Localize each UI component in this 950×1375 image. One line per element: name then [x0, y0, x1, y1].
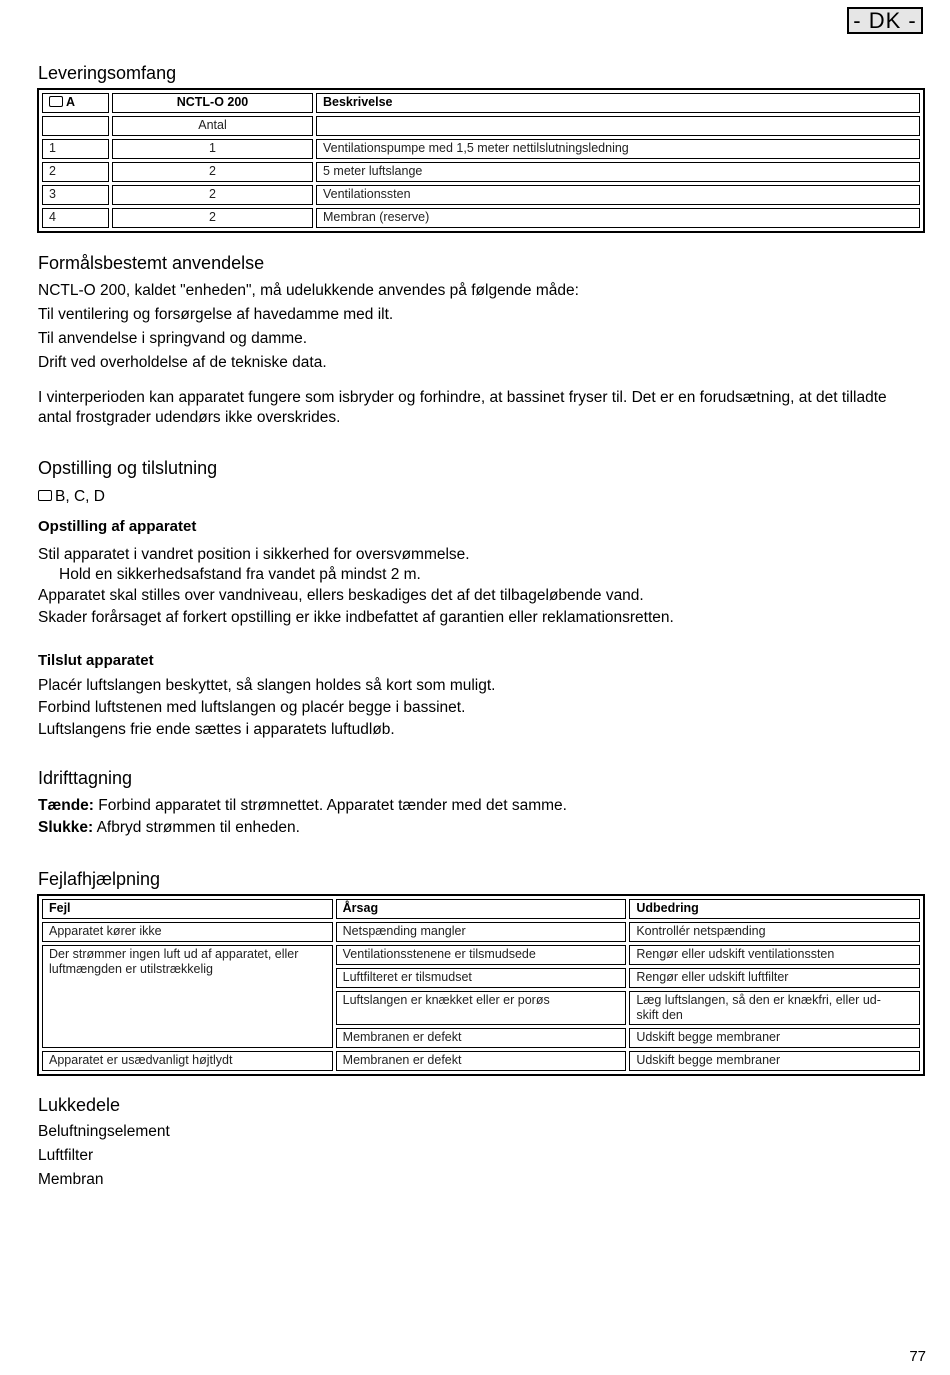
table-row [42, 185, 920, 205]
cell: Ventilationspumpe med 1,5 meter nettilslutningsledning [316, 139, 920, 159]
cell: Apparatet er usædvanligt højtlydt [42, 1051, 333, 1071]
column-header: Fejl [42, 899, 333, 919]
switch-off-label: Slukke: [38, 819, 94, 836]
intended-use-list [38, 281, 918, 373]
list-item: Membran [38, 1171, 104, 1188]
figure-reference [38, 487, 105, 507]
cell: Membranen er defekt [336, 1051, 627, 1071]
cell: 1 [112, 139, 313, 159]
setup-sub-heading: Opstilling af apparatet [38, 518, 197, 535]
table-row [42, 945, 920, 965]
switch-on-text: Forbind apparatet til strømnettet. Apparatet tænder med det samme. [93, 797, 567, 814]
delivery-heading: Leveringsomfang [38, 63, 177, 83]
column-header: Udbedring [629, 899, 920, 919]
language-tag: - DK - [847, 7, 923, 34]
cell: 2 [112, 162, 313, 182]
cell: Udskift begge membraner [629, 1051, 920, 1071]
cell: Netspænding mangler [336, 922, 627, 942]
cell: 5 meter luftslange [316, 162, 920, 182]
cell: Læg luftslangen, så den er knækfri, eller ud-skift den [629, 991, 920, 1025]
cell: Ventilationssten [316, 185, 920, 205]
table-row [42, 899, 920, 919]
list-item: Beluftningselement [38, 1123, 170, 1140]
cell: 3 [42, 185, 109, 205]
table-row [42, 162, 920, 182]
list-item: Luftfilter [38, 1147, 94, 1164]
cell: Kontrollér netspænding [629, 922, 920, 942]
cell: Luftfilteret er tilsmudset [336, 968, 627, 988]
figure-reference-text: B, C, D [55, 488, 105, 505]
cell: Der strømmer ingen luft ud af apparatet, eller luftmængden er utilstrækkelig [42, 945, 333, 1048]
cell: Udskift begge membraner [629, 1028, 920, 1048]
table-row [42, 1051, 920, 1071]
paragraph: Hold en sikkerhedsafstand fra vandet på mindst 2 m. [59, 566, 421, 583]
paragraph: Luftslangens frie ende sættes i apparatets luftudløb. [38, 721, 395, 738]
table-row [42, 139, 920, 159]
paragraph: NCTL-O 200, kaldet "enheden", må udelukkende anvendes på følgende måde: [38, 282, 579, 299]
paragraph: Stil apparatet i vandret position i sikkerhed for oversvømmelse. [38, 546, 470, 563]
table-row [42, 93, 920, 113]
cell: Rengør eller udskift luftfilter [629, 968, 920, 988]
switch-on-paragraph [38, 796, 918, 816]
column-header: A [66, 95, 76, 109]
column-header: Årsag [336, 899, 627, 919]
cell: Membranen er defekt [336, 1028, 627, 1048]
wear-parts-list [38, 1122, 170, 1190]
troubleshooting-table [37, 894, 925, 1076]
cell: 4 [42, 208, 109, 228]
paragraph: Forbind luftstenen med luftslangen og placér begge i bassinet. [38, 699, 466, 716]
column-header: NCTL-O 200 [112, 93, 313, 113]
cell: Ventilationsstenene er tilsmudsede [336, 945, 627, 965]
delivery-table [37, 88, 925, 233]
intended-use-heading: Formålsbestemt anvendelse [38, 253, 265, 273]
cell: 2 [112, 185, 313, 205]
operation-heading: Idrifttagning [38, 768, 133, 788]
switch-off-paragraph [38, 818, 918, 838]
cell: Luftslangen er knækket eller er porøs [336, 991, 627, 1025]
sub-header: Antal [112, 116, 313, 136]
cell: Membran (reserve) [316, 208, 920, 228]
cell: Rengør eller udskift ventilationssten [629, 945, 920, 965]
paragraph: Apparatet skal stilles over vandniveau, ellers beskadiges det af det tilbageløbende vand. [38, 587, 644, 604]
troubleshooting-heading: Fejlafhjælpning [38, 869, 161, 889]
connect-sub-heading: Tilslut apparatet [38, 652, 154, 669]
table-row [42, 208, 920, 228]
wear-parts-heading: Lukkedele [38, 1095, 121, 1115]
operation-text [38, 796, 918, 838]
setup-instructions [38, 545, 918, 628]
switch-on-label: Tænde: [38, 797, 94, 814]
table-row [42, 116, 920, 136]
paragraph: Skader forårsaget af forkert opstilling er ikke indbefattet af garantien eller reklamationsretten. [38, 609, 674, 626]
cell: 2 [42, 162, 109, 182]
cell: Apparatet kører ikke [42, 922, 333, 942]
cell: 1 [42, 139, 109, 159]
setup-heading: Opstilling og tilslutning [38, 458, 218, 478]
figure-box-icon [38, 490, 52, 501]
cell: 2 [112, 208, 313, 228]
switch-off-text: Afbryd strømmen til enheden. [93, 819, 300, 836]
connect-instructions [38, 676, 918, 740]
winter-paragraph: I vinterperioden kan apparatet fungere som isbryder og forhindre, at bassinet fryser til. Det er en forudsætning, at det tilladte antal frostgrader udendørs ikke overskrides. [38, 389, 887, 426]
paragraph: Til ventilering og forsørgelse af havedamme med ilt. [38, 306, 394, 323]
paragraph: Drift ved overholdelse af de tekniske data. [38, 354, 327, 371]
page-number: 77 [909, 1348, 926, 1365]
paragraph: Placér luftslangen beskyttet, så slangen holdes så kort som muligt. [38, 677, 496, 694]
paragraph: Til anvendelse i springvand og damme. [38, 330, 308, 347]
column-header: Beskrivelse [316, 93, 920, 113]
figure-box-icon [49, 96, 63, 107]
table-row [42, 922, 920, 942]
